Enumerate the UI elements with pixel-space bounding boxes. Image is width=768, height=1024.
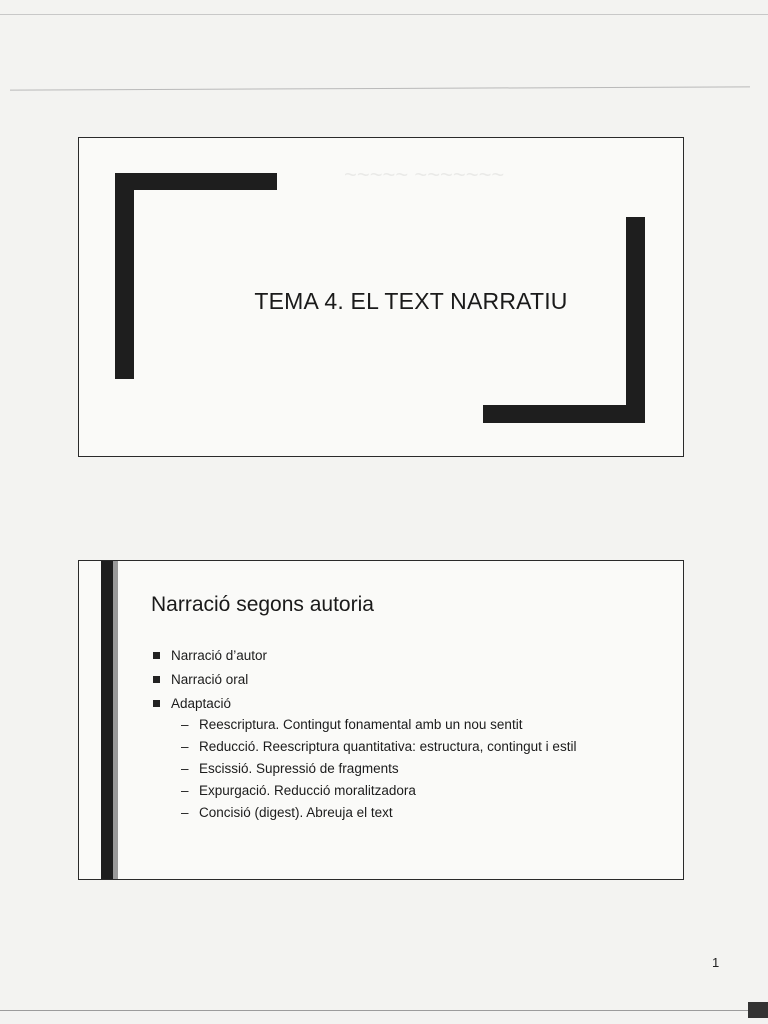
sub-list-item-label: Escissió. Supressió de fragments (199, 761, 399, 776)
sub-list-item-label: Reescriptura. Contingut fonamental amb un nou sentit (199, 717, 523, 732)
scan-edge-line (10, 86, 750, 90)
square-bullet-icon (153, 676, 160, 683)
dash-bullet: – (181, 761, 189, 776)
square-bullet-icon (153, 700, 160, 707)
dash-bullet: – (181, 783, 189, 798)
square-bullet-icon (153, 652, 160, 659)
slide-2-accent-shadow (113, 561, 118, 879)
bracket-bottom-right-vertical (626, 217, 645, 423)
sub-list-item (181, 760, 673, 778)
list-item (153, 695, 673, 822)
dash-bullet: – (181, 739, 189, 754)
sub-list (181, 716, 673, 822)
slide-2-accent-bar (101, 561, 113, 879)
sub-list-item-label: Concisió (digest). Abreuja el text (199, 805, 393, 820)
dash-bullet: – (181, 805, 189, 820)
scan-edge-top (0, 14, 768, 15)
bleed-through-heading: ~~~~~ ~~~~~~~ (344, 162, 505, 187)
list-item (153, 671, 673, 689)
sub-list-item-label: Reducció. Reescriptura quantitativa: estructura, contingut i estil (199, 739, 577, 754)
sub-list-item (181, 782, 673, 800)
slide-1-title: TEMA 4. EL TEXT NARRATIU (254, 288, 568, 314)
scan-edge-bottom (0, 1010, 768, 1011)
list-item-label: Narració oral (171, 672, 249, 687)
slide-2-title: Narració segons autoria (151, 593, 374, 616)
list-item-label: Narració d’autor (171, 648, 268, 663)
bracket-top-left-horizontal (115, 173, 277, 190)
slide-2 (78, 560, 684, 880)
scan-corner-mark (748, 1002, 768, 1018)
sub-list-item (181, 716, 673, 734)
sub-list-item-label: Expurgació. Reducció moralitzadora (199, 783, 416, 798)
slide-1 (78, 137, 684, 457)
list-item-label: Adaptació (171, 696, 232, 711)
page-number: 1 (712, 955, 720, 970)
list-item (153, 647, 673, 665)
dash-bullet: – (181, 717, 189, 732)
bracket-top-left-vertical (115, 173, 134, 379)
sub-list-item (181, 804, 673, 822)
bullet-list (153, 647, 673, 828)
bracket-bottom-right-horizontal (483, 405, 645, 423)
sub-list-item (181, 738, 673, 756)
